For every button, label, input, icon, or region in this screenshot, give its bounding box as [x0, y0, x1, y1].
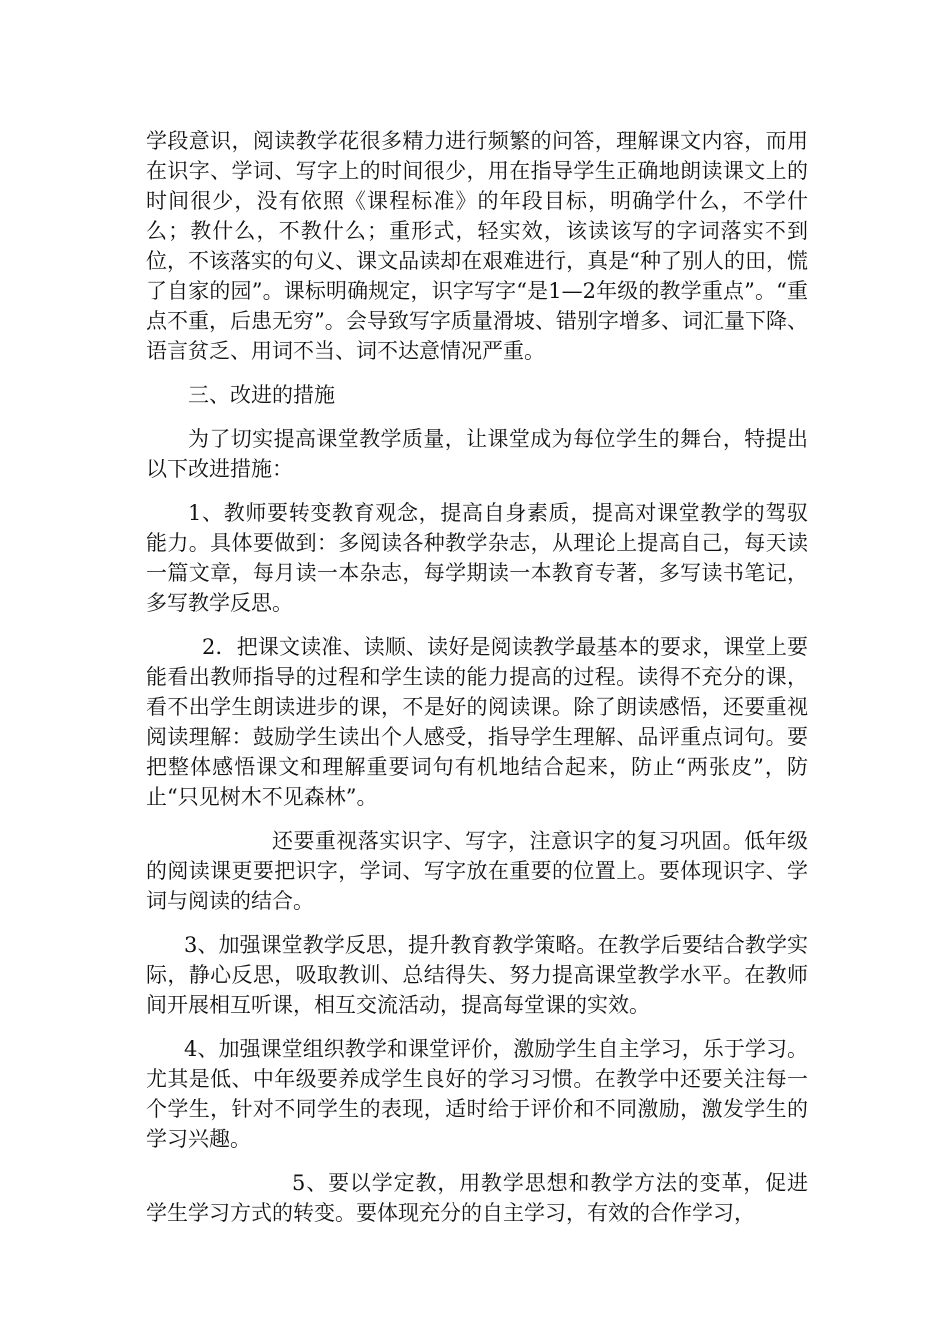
paragraph-measure-5: 5、要以学定教，用教学思想和教学方法的变革，促进学生学习方式的转变。要体现充分的自主学习，有效的合作学习，	[146, 1171, 808, 1225]
paragraph-measure-2: 2．把课文读准、读顺、读好是阅读教学最基本的要求，课堂上要能看出教师指导的过程和学生读的能力提高的过程。读得不充分的课，看不出学生朗读进步的课，不是好的阅读课。除了朗读感悟，还要重视阅读理解：鼓励学生读出个人感受，指导学生理解、品评重点词句。要把整体感悟课文和理解重要词句有机地结合起来，防止“两张皮”，防止“只见树木不见森林”。	[146, 635, 808, 809]
paragraph-literacy: 还要重视落实识字、写字，注意识字的复习巩固。低年级的阅读课更要把识字，学词、写字放在重要的位置上。要体现识字、学词与阅读的结合。	[146, 829, 808, 913]
paragraph-measure-3: 3、加强课堂教学反思，提升教育教学策略。在教学后要结合教学实际，静心反思，吸取教训、总结得失、努力提高课堂教学水平。在教师间开展相互听课，相互交流活动，提高每堂课的实效。	[146, 933, 808, 1017]
paragraph-measure-4: 4、加强课堂组织教学和课堂评价，激励学生自主学习，乐于学习。尤其是低、中年级要养成学生良好的学习习惯。在教学中还要关注每一个学生，针对不同学生的表现，适时给于评价和不同激励，激发学生的学习兴趣。	[146, 1037, 808, 1151]
document-body	[146, 126, 808, 1228]
paragraph-measure-1: 1、教师要转变教育观念，提高自身素质，提高对课堂教学的驾驭能力。具体要做到：多阅读各种教学杂志，从理论上提高自己，每天读一篇文章，每月读一本杂志，每学期读一本教育专著，多写读书笔记，多写教学反思。	[146, 501, 808, 615]
paragraph-continued: 学段意识，阅读教学花很多精力进行频繁的问答，理解课文内容，而用在识字、学词、写字上的时间很少，用在指导学生正确地朗读课文上的时间很少，没有依照《课程标准》的年段目标，明确学什么，不学什么；教什么，不教什么；重形式，轻实效，该读该写的字词落实不到位，不该落实的句义、课文品读却在艰难进行，真是“种了别人的田，慌了自家的园”。课标明确规定，识字写字“是1—2年级的教学重点”。“重点不重，后患无穷”。会导致写字质量滑坡、错别字增多、词汇量下降、语言贫乏、用词不当、词不达意情况严重。	[146, 129, 808, 363]
paragraph-intro: 为了切实提高课堂教学质量，让课堂成为每位学生的舞台，特提出以下改进措施：	[146, 427, 808, 481]
section-heading: 三、改进的措施	[188, 383, 335, 407]
